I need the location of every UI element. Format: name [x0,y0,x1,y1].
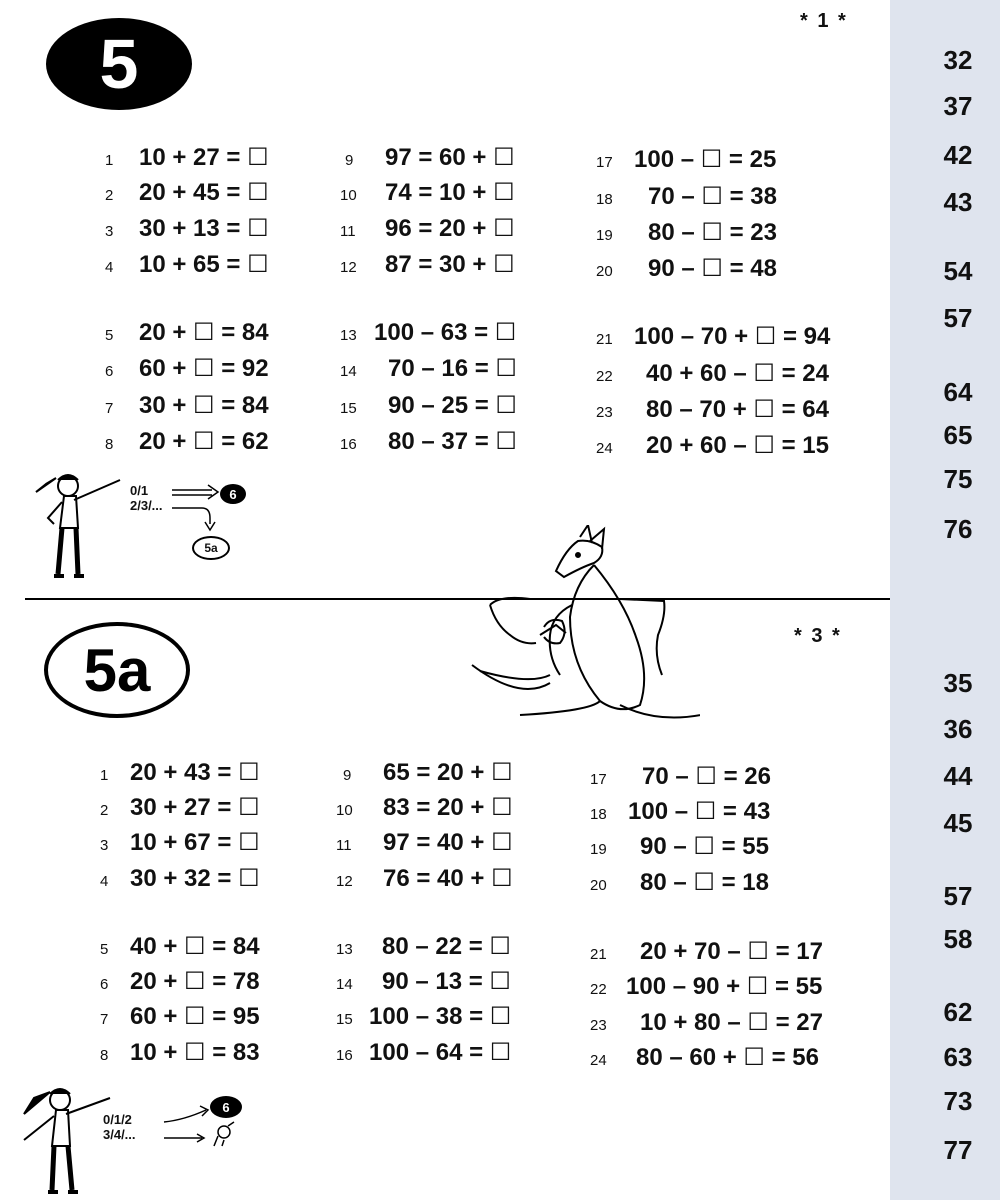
sidebar-number: 73 [943,1086,973,1116]
sidebar-number: 36 [943,714,973,744]
goto-badge-6: 6 [210,1096,242,1118]
exercise: 16 80 – 37 = ☐ [340,428,517,455]
exercise: 17 70 – ☐ = 26 [590,763,771,790]
exercise: 21 100 – 70 + ☐ = 94 [596,323,831,350]
exercise: 10 83 = 20 + ☐ [336,794,513,821]
exercise: 1 20 + 43 = ☐ [100,759,260,786]
goto-badge-6: 6 [220,484,246,504]
sidebar-number: 57 [943,881,973,911]
sidebar-number: 42 [943,140,973,170]
sidebar-number: 65 [943,420,973,450]
exercise: 6 20 + ☐ = 78 [100,968,260,995]
exercise: 3 30 + 13 = ☐ [105,215,269,242]
sidebar-number: 62 [943,997,973,1027]
goto-badge-5a: 5a [192,536,230,560]
sidebar-number: 45 [943,808,973,838]
exercise: 15 90 – 25 = ☐ [340,392,517,419]
exercise: 9 65 = 20 + ☐ [343,759,513,786]
exercise: 2 30 + 27 = ☐ [100,794,260,821]
exercise: 11 96 = 20 + ☐ [340,215,515,242]
section-divider [25,598,890,600]
exercise: 24 80 – 60 + ☐ = 56 [590,1044,819,1071]
sidebar-number: 35 [943,668,973,698]
exercise: 11 97 = 40 + ☐ [336,829,513,856]
exercise: 8 20 + ☐ = 62 [105,428,269,455]
exercise: 13 80 – 22 = ☐ [336,933,511,960]
difficulty-stars: * 3 * [794,625,842,647]
hint-text: 0/1/2 3/4/... [103,1112,136,1142]
exercise: 19 90 – ☐ = 55 [590,833,769,860]
sidebar-number: 58 [943,924,973,954]
sidebar-number: 57 [943,303,973,333]
exercise: 8 10 + ☐ = 83 [100,1039,260,1066]
exercise: 15 100 – 38 = ☐ [336,1003,512,1030]
exercise: 23 10 + 80 – ☐ = 27 [590,1009,823,1036]
exercise: 4 10 + 65 = ☐ [105,251,269,278]
exercise: 5 20 + ☐ = 84 [105,319,269,346]
exercise: 7 30 + ☐ = 84 [105,392,269,419]
exercise: 22 100 – 90 + ☐ = 55 [590,973,823,1000]
sidebar-number: 37 [943,91,973,121]
exercise: 4 30 + 32 = ☐ [100,865,260,892]
exercise: 17 100 – ☐ = 25 [596,146,777,173]
section-5a-badge: 5a [44,622,190,718]
exercise: 12 76 = 40 + ☐ [336,865,513,892]
hint-text: 0/1 2/3/... [130,483,163,513]
exercise: 18 100 – ☐ = 43 [590,798,771,825]
sidebar-number: 43 [943,187,973,217]
exercise: 23 80 – 70 + ☐ = 64 [596,396,829,423]
exercise: 7 60 + ☐ = 95 [100,1003,260,1030]
exercise: 14 70 – 16 = ☐ [340,355,517,382]
sidebar-number: 75 [943,464,973,494]
exercise: 20 80 – ☐ = 18 [590,869,769,896]
exercise: 2 20 + 45 = ☐ [105,179,269,206]
sidebar-number: 63 [943,1042,973,1072]
kangaroo-illustration [470,525,700,730]
exercise: 13 100 – 63 = ☐ [340,319,517,346]
exercise: 16 100 – 64 = ☐ [336,1039,512,1066]
exercise: 9 97 = 60 + ☐ [345,144,515,171]
sidebar-number: 77 [943,1135,973,1165]
exercise: 12 87 = 30 + ☐ [340,251,515,278]
exercise: 1 10 + 27 = ☐ [105,144,269,171]
sidebar-number: 54 [943,256,973,286]
pointing-child-illustration [28,466,128,581]
exercise: 14 90 – 13 = ☐ [336,968,511,995]
exercise: 5 40 + ☐ = 84 [100,933,260,960]
difficulty-stars: * 1 * [800,10,848,32]
sidebar-number: 76 [943,514,973,544]
exercise: 6 60 + ☐ = 92 [105,355,269,382]
sidebar-number: 64 [943,377,973,407]
exercise: 21 20 + 70 – ☐ = 17 [590,938,823,965]
section-5-badge: 5 [46,18,192,110]
sidebar-number: 44 [943,761,973,791]
exercise: 19 80 – ☐ = 23 [596,219,777,246]
exercise: 18 70 – ☐ = 38 [596,183,777,210]
exercise: 3 10 + 67 = ☐ [100,829,260,856]
exercise: 10 74 = 10 + ☐ [340,179,515,206]
exercise: 22 40 + 60 – ☐ = 24 [596,360,829,387]
exercise: 24 20 + 60 – ☐ = 15 [596,432,829,459]
sidebar-number: 32 [943,45,973,75]
exercise: 20 90 – ☐ = 48 [596,255,777,282]
